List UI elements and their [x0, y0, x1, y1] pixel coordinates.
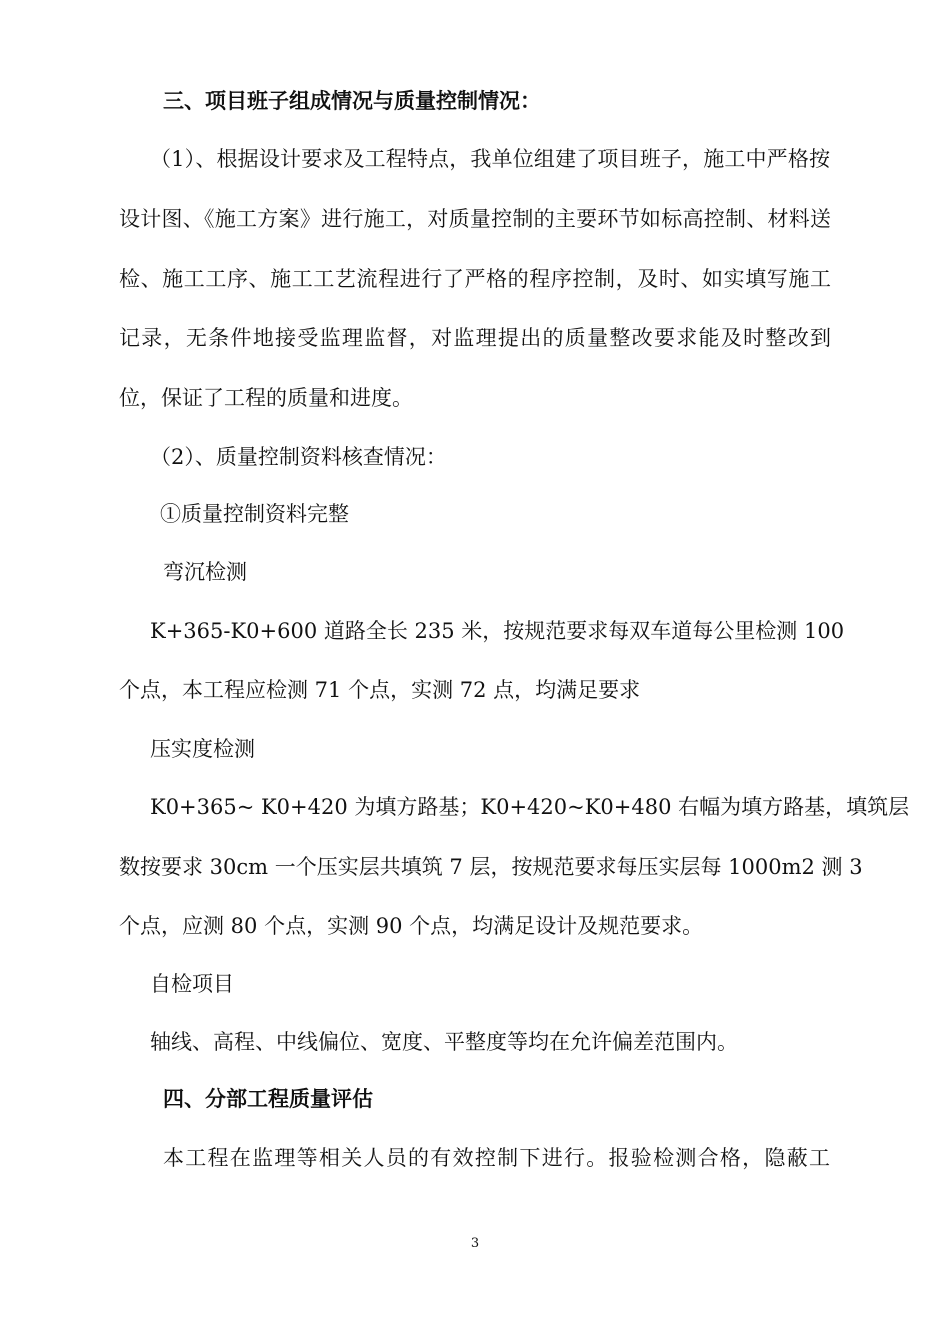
compaction-line-3	[0, 906, 950, 946]
paragraph-1-text: 位，保证了工程的质量和进度。	[119, 386, 413, 410]
paragraph-1-line-2	[0, 199, 950, 239]
selfcheck-title	[0, 964, 950, 1004]
page-number: 3	[470, 1236, 480, 1251]
section-3-heading-text: 三、项目班子组成情况与质量控制情况：	[163, 89, 541, 113]
deflection-line-2	[0, 670, 950, 710]
section-4-heading	[0, 1079, 950, 1119]
paragraph-2	[0, 437, 950, 477]
paragraph-1-text: 设计图、《施工方案》进行施工，对质量控制的主要环节如标高控制、材料送	[119, 207, 831, 231]
deflection-title-text: 弯沉检测	[163, 560, 247, 584]
section-4-text: 本工程在监理等相关人员的有效控制下进行。报验检测合格，隐蔽工	[163, 1146, 830, 1170]
section-3-heading	[0, 81, 950, 121]
compaction-text: 数按要求 30cm 一个压实层共填筑 7 层，按规范要求每压实层每 1000m2 测 3	[119, 855, 863, 879]
deflection-text: 个点，本工程应检测 71 个点，实测 72 点，均满足要求	[119, 678, 641, 702]
compaction-text: K0+365~ K0+420 为填方路基；K0+420~K0+480 右幅为填方路基，填筑层	[150, 795, 910, 819]
paragraph-3-text: ①质量控制资料完整	[160, 502, 349, 526]
section-4-line-1	[0, 1138, 950, 1178]
paragraph-1-line-4	[0, 318, 950, 358]
compaction-title-text: 压实度检测	[150, 737, 255, 761]
selfcheck-text: 轴线、高程、中线偏位、宽度、平整度等均在允许偏差范围内。	[150, 1030, 738, 1054]
paragraph-3	[0, 494, 950, 534]
compaction-title	[0, 729, 950, 769]
deflection-text: K+365-K0+600 道路全长 235 米，按规范要求每双车道每公里检测 100	[150, 619, 845, 643]
paragraph-1-line-1	[0, 139, 950, 179]
section-4-heading-text: 四、分部工程质量评估	[163, 1087, 373, 1111]
paragraph-1-text: 记录，无条件地接受监理监督，对监理提出的质量整改要求能及时整改到	[119, 326, 831, 350]
deflection-line-1	[0, 611, 950, 651]
paragraph-2-text: （2）、质量控制资料核查情况：	[150, 445, 447, 469]
paragraph-1-text: 检、施工工序、施工工艺流程进行了严格的程序控制，及时、如实填写施工	[119, 267, 831, 291]
compaction-line-1	[0, 787, 950, 827]
deflection-title	[0, 552, 950, 592]
paragraph-1-text: （1）、根据设计要求及工程特点，我单位组建了项目班子，施工中严格按	[150, 147, 830, 171]
paragraph-1-line-3	[0, 259, 950, 299]
compaction-line-2	[0, 847, 950, 887]
selfcheck-line	[0, 1022, 950, 1062]
compaction-text: 个点，应测 80 个点，实测 90 个点，均满足设计及规范要求。	[119, 914, 704, 938]
selfcheck-title-text: 自检项目	[150, 972, 234, 996]
paragraph-1-line-5	[0, 378, 950, 418]
